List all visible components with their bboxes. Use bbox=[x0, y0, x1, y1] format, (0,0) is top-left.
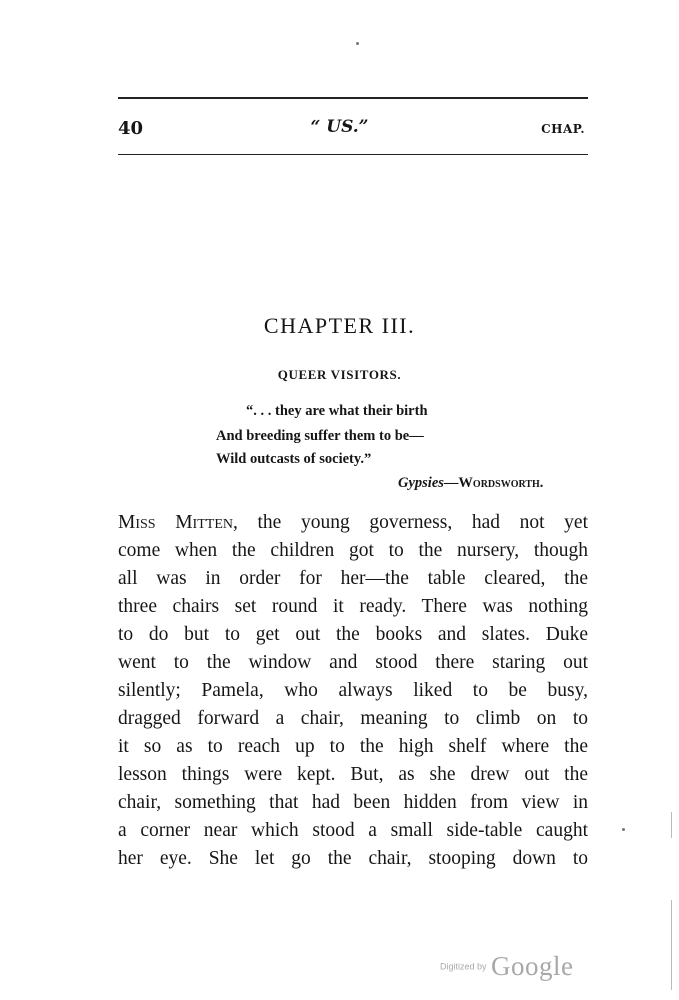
body-line: lesson things were kept. But, as she drew out the bbox=[118, 764, 588, 785]
chapter-subtitle: QUEER VISITORS. bbox=[277, 367, 402, 382]
epigraph-line: And breeding suffer them to be— bbox=[216, 428, 424, 444]
epigraph-source-work: Gypsies bbox=[398, 475, 444, 491]
body-line: dragged forward a chair, meaning to climb on to bbox=[118, 708, 588, 729]
header-rule-bottom bbox=[118, 154, 588, 155]
google-logo: Google bbox=[490, 951, 574, 981]
body-line: her eye. She let go the chair, stooping down to bbox=[118, 848, 588, 869]
body-line: silently; Pamela, who always liked to be busy, bbox=[118, 680, 588, 701]
body-line: to do but to get out the books and slates. Duke bbox=[118, 624, 588, 645]
body-line: went to the window and stood there staring out bbox=[118, 652, 588, 673]
epigraph-line: Wild outcasts of society.” bbox=[216, 451, 372, 467]
section-label: CHAP. bbox=[541, 122, 585, 136]
page-number: 40 bbox=[118, 118, 144, 139]
edge-mark bbox=[671, 812, 672, 838]
running-title: “ US.” bbox=[310, 117, 369, 137]
body-line bbox=[118, 512, 588, 534]
body-line: a corner near which stood a small side-table caught bbox=[118, 820, 588, 841]
body-line: chair, something that had been hidden from view in bbox=[118, 792, 588, 813]
epigraph-line: “. . . they are what their birth bbox=[246, 403, 428, 419]
speck-mark bbox=[622, 828, 625, 831]
body-line: three chairs set round it ready. There was nothing bbox=[118, 596, 588, 617]
body-line: come when the children got to the nursery, though bbox=[118, 540, 588, 561]
header-rule-top bbox=[118, 97, 588, 99]
body-lead-name: Miss Mitten, bbox=[118, 512, 238, 533]
epigraph-dash: — bbox=[443, 475, 459, 491]
body-line: it so as to reach up to the high shelf where the bbox=[118, 736, 588, 757]
body-line: all was in order for her—the table cleared, the bbox=[118, 568, 588, 589]
epigraph-source-author: Wordsworth. bbox=[458, 475, 544, 491]
chapter-title: CHAPTER III. bbox=[263, 313, 416, 338]
digitization-watermark bbox=[440, 951, 573, 982]
edge-mark bbox=[671, 900, 672, 990]
digitized-label: Digitized by bbox=[440, 961, 487, 972]
epigraph-attribution bbox=[398, 475, 543, 492]
body-line-text: the young governess, had not yet bbox=[237, 512, 589, 533]
speck-mark bbox=[356, 42, 359, 45]
